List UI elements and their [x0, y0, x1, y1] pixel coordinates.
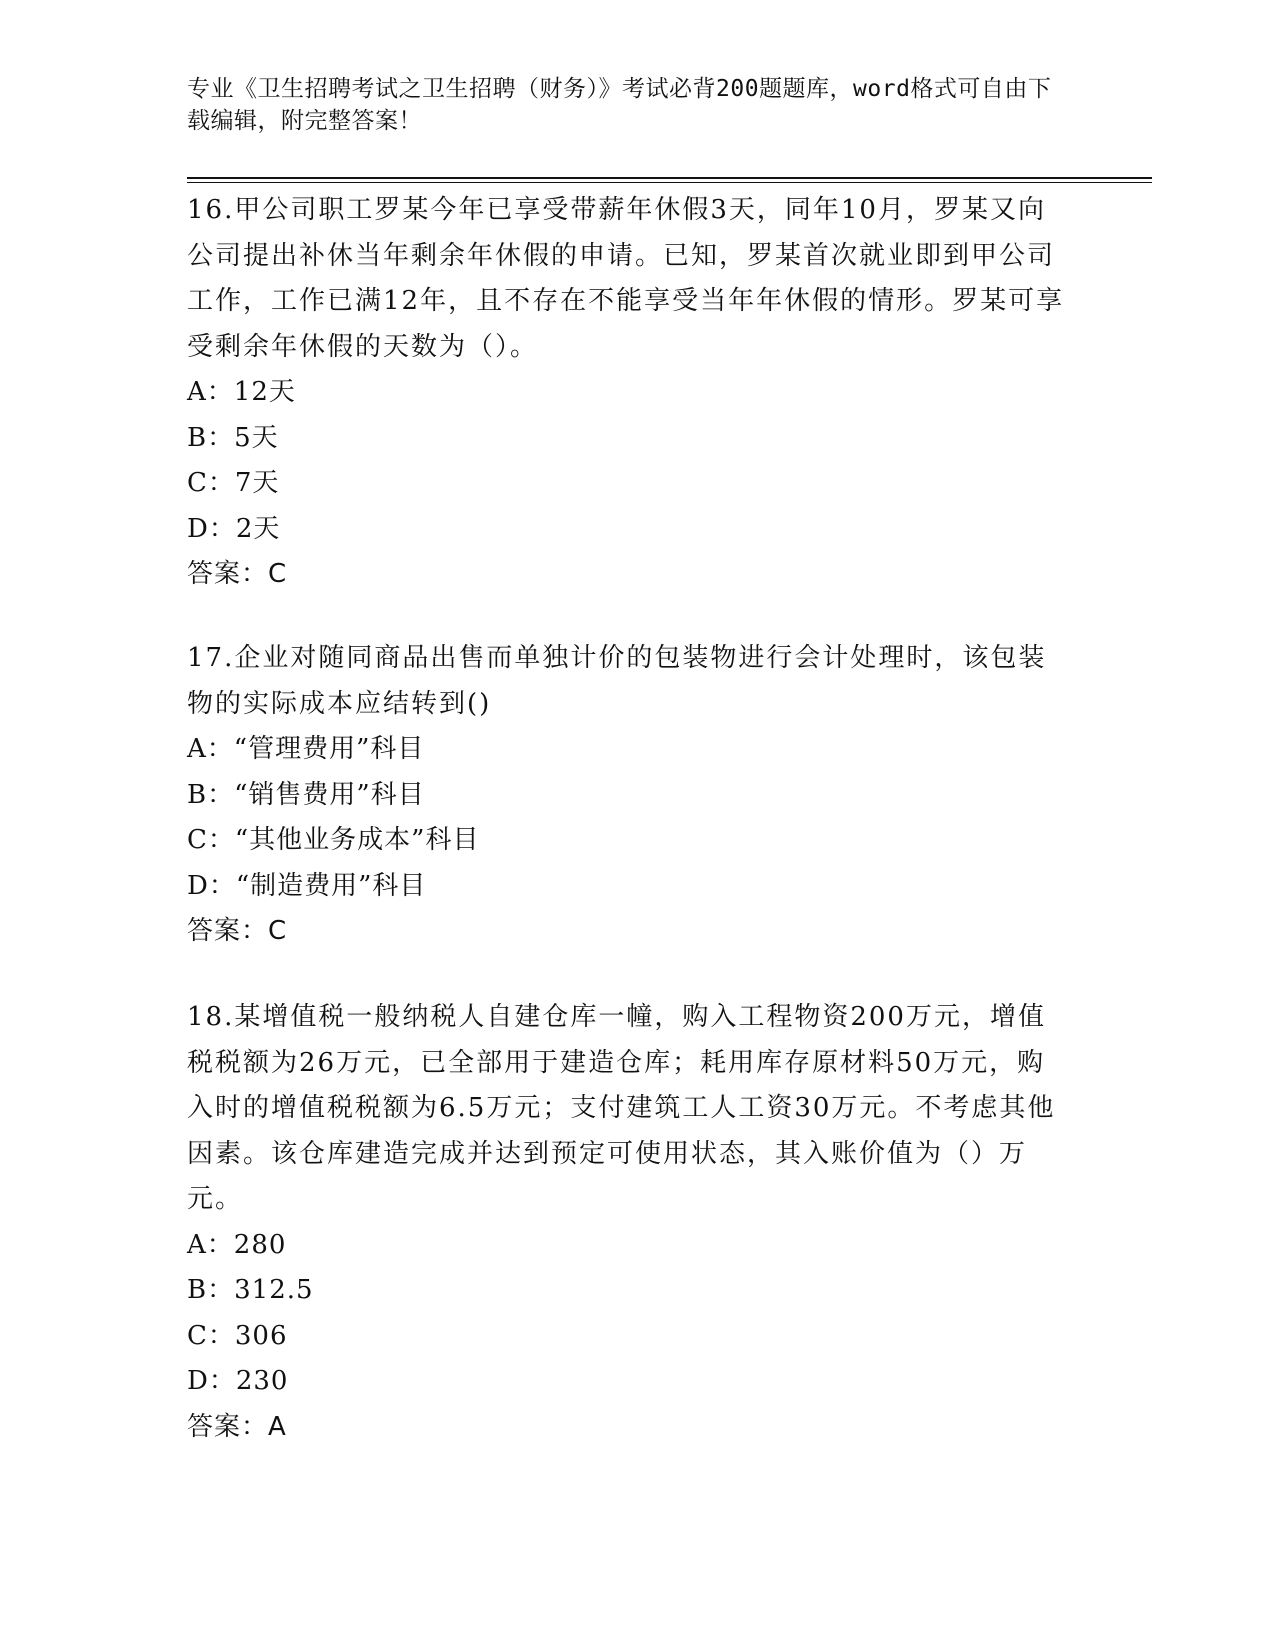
option-d: D：“制造费用”科目 — [187, 870, 427, 901]
option-a: A：“管理费用”科目 — [187, 734, 425, 764]
question-stem: 16.甲公司职工罗某今年已享受带薪年休假3天，同年10月，罗某又向公司提出补休当年剩余年休假的申请。已知，罗某首次就业即到甲公司工作，工作已满12年，且不存在不能享受当年年休假的情形。罗某可享受剩余年休假的天数为（）。 — [187, 195, 1065, 362]
option-a: A：12天 — [187, 377, 296, 407]
option-a: A：280 — [187, 1229, 287, 1260]
document-header: 专业《卫生招聘考试之卫生招聘（财务）》考试必背200题题库，word格式可自由下载编辑，附完整答案！ — [187, 76, 1052, 134]
question-stem: 18.某增值税一般纳税人自建仓库一幢，购入工程物资200万元，增值税税额为26万元，已全部用于建造仓库；耗用库存原材料50万元，购入时的增值税税额为6.5万元；支付建筑工人工资30万元。不考虑其他因素。该仓库建造完成并达到预定可使用状态，其入账价值为（）万元。 — [187, 1002, 1056, 1214]
answer: 答案：C — [187, 916, 288, 946]
option-c: C：“其他业务成本”科目 — [187, 825, 480, 855]
header-divider-thin — [187, 182, 1152, 183]
question-16 — [187, 188, 1067, 598]
option-c: C：7天 — [187, 468, 280, 498]
option-b: B：312.5 — [187, 1275, 314, 1305]
answer: 答案：C — [187, 559, 288, 589]
header-divider-thick — [187, 177, 1152, 179]
option-b: B：“销售费用”科目 — [187, 779, 425, 810]
question-17 — [187, 636, 1067, 955]
option-d: D：230 — [187, 1366, 289, 1396]
question-stem: 17.企业对随同商品出售而单独计价的包装物进行会计处理时，该包装物的实际成本应结转到() — [187, 643, 1047, 719]
option-d: D：2天 — [187, 513, 281, 544]
question-18 — [187, 995, 1067, 1450]
option-b: B：5天 — [187, 422, 279, 453]
answer: 答案：A — [187, 1411, 287, 1442]
option-c: C：306 — [187, 1320, 288, 1351]
